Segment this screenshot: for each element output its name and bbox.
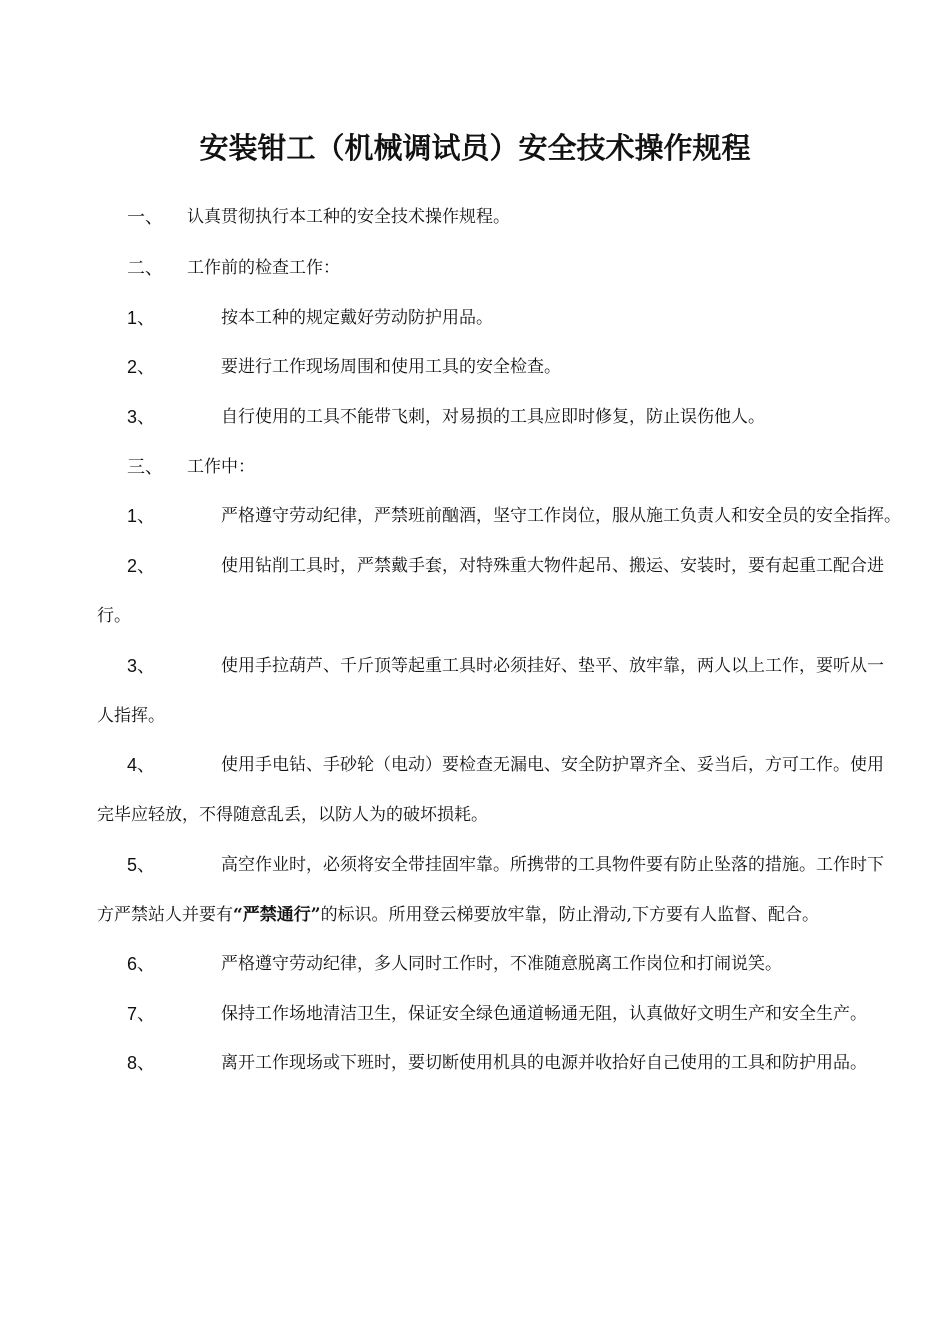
item-text-continuation: 行。	[97, 606, 131, 626]
item-marker: 3、	[127, 407, 156, 427]
item-marker: 2、	[127, 556, 156, 576]
document-title: 安装钳工（机械调试员）安全技术操作规程	[199, 131, 751, 165]
section-text: 工作前的检查工作：	[187, 258, 340, 278]
item-text-part: 的标识。所用登云梯要放牢靠，防止滑动,下方要有人监督、配合。	[320, 905, 819, 925]
item-text: 自行使用的工具不能带飞刺，对易损的工具应即时修复，防止误伤他人。	[221, 407, 765, 427]
item-text: 按本工种的规定戴好劳动防护用品。	[221, 308, 493, 328]
item-text-part: 方严禁站人并要有	[97, 905, 233, 925]
item-text-continuation	[97, 890, 819, 940]
item-text: 使用钻削工具时，严禁戴手套，对特殊重大物件起吊、搬运、安装时，要有起重工配合进	[221, 556, 884, 576]
item-text-continuation: 完毕应轻放，不得随意乱丢，以防人为的破坏损耗。	[97, 805, 488, 825]
section-marker: 三、	[127, 457, 163, 477]
item-marker: 8、	[127, 1053, 156, 1073]
item-text-continuation: 人指挥。	[97, 706, 165, 726]
section-marker: 二、	[127, 258, 163, 278]
emphasis-sign-text: “严禁通行”	[233, 905, 321, 925]
item-text: 严格遵守劳动纪律，多人同时工作时，不准随意脱离工作岗位和打闹说笑。	[221, 954, 782, 974]
item-text: 要进行工作现场周围和使用工具的安全检查。	[221, 357, 561, 377]
item-text: 使用手拉葫芦、千斤顶等起重工具时必须挂好、垫平、放牢靠，两人以上工作，要听从一	[221, 656, 884, 676]
item-marker: 6、	[127, 954, 156, 974]
item-marker: 3、	[127, 656, 156, 676]
item-text: 使用手电钻、手砂轮（电动）要检查无漏电、安全防护罩齐全、妥当后，方可工作。使用	[221, 755, 884, 775]
item-text: 保持工作场地清洁卫生，保证安全绿色通道畅通无阻，认真做好文明生产和安全生产。	[221, 1004, 867, 1024]
section-text: 工作中：	[187, 457, 255, 477]
item-marker: 2、	[127, 357, 156, 377]
item-text: 严格遵守劳动纪律，严禁班前酗酒，坚守工作岗位，服从施工负责人和安全员的安全指挥。	[221, 506, 901, 526]
item-marker: 7、	[127, 1004, 156, 1024]
item-marker: 1、	[127, 308, 156, 328]
section-marker: 一、	[127, 207, 163, 227]
item-text: 高空作业时，必须将安全带挂固牢靠。所携带的工具物件要有防止坠落的措施。工作时下	[221, 855, 884, 875]
item-marker: 5、	[127, 855, 156, 875]
item-marker: 4、	[127, 755, 156, 775]
item-marker: 1、	[127, 506, 156, 526]
section-text: 认真贯彻执行本工种的安全技术操作规程。	[187, 207, 510, 227]
item-text: 离开工作现场或下班时，要切断使用机具的电源并收拾好自己使用的工具和防护用品。	[221, 1053, 867, 1073]
